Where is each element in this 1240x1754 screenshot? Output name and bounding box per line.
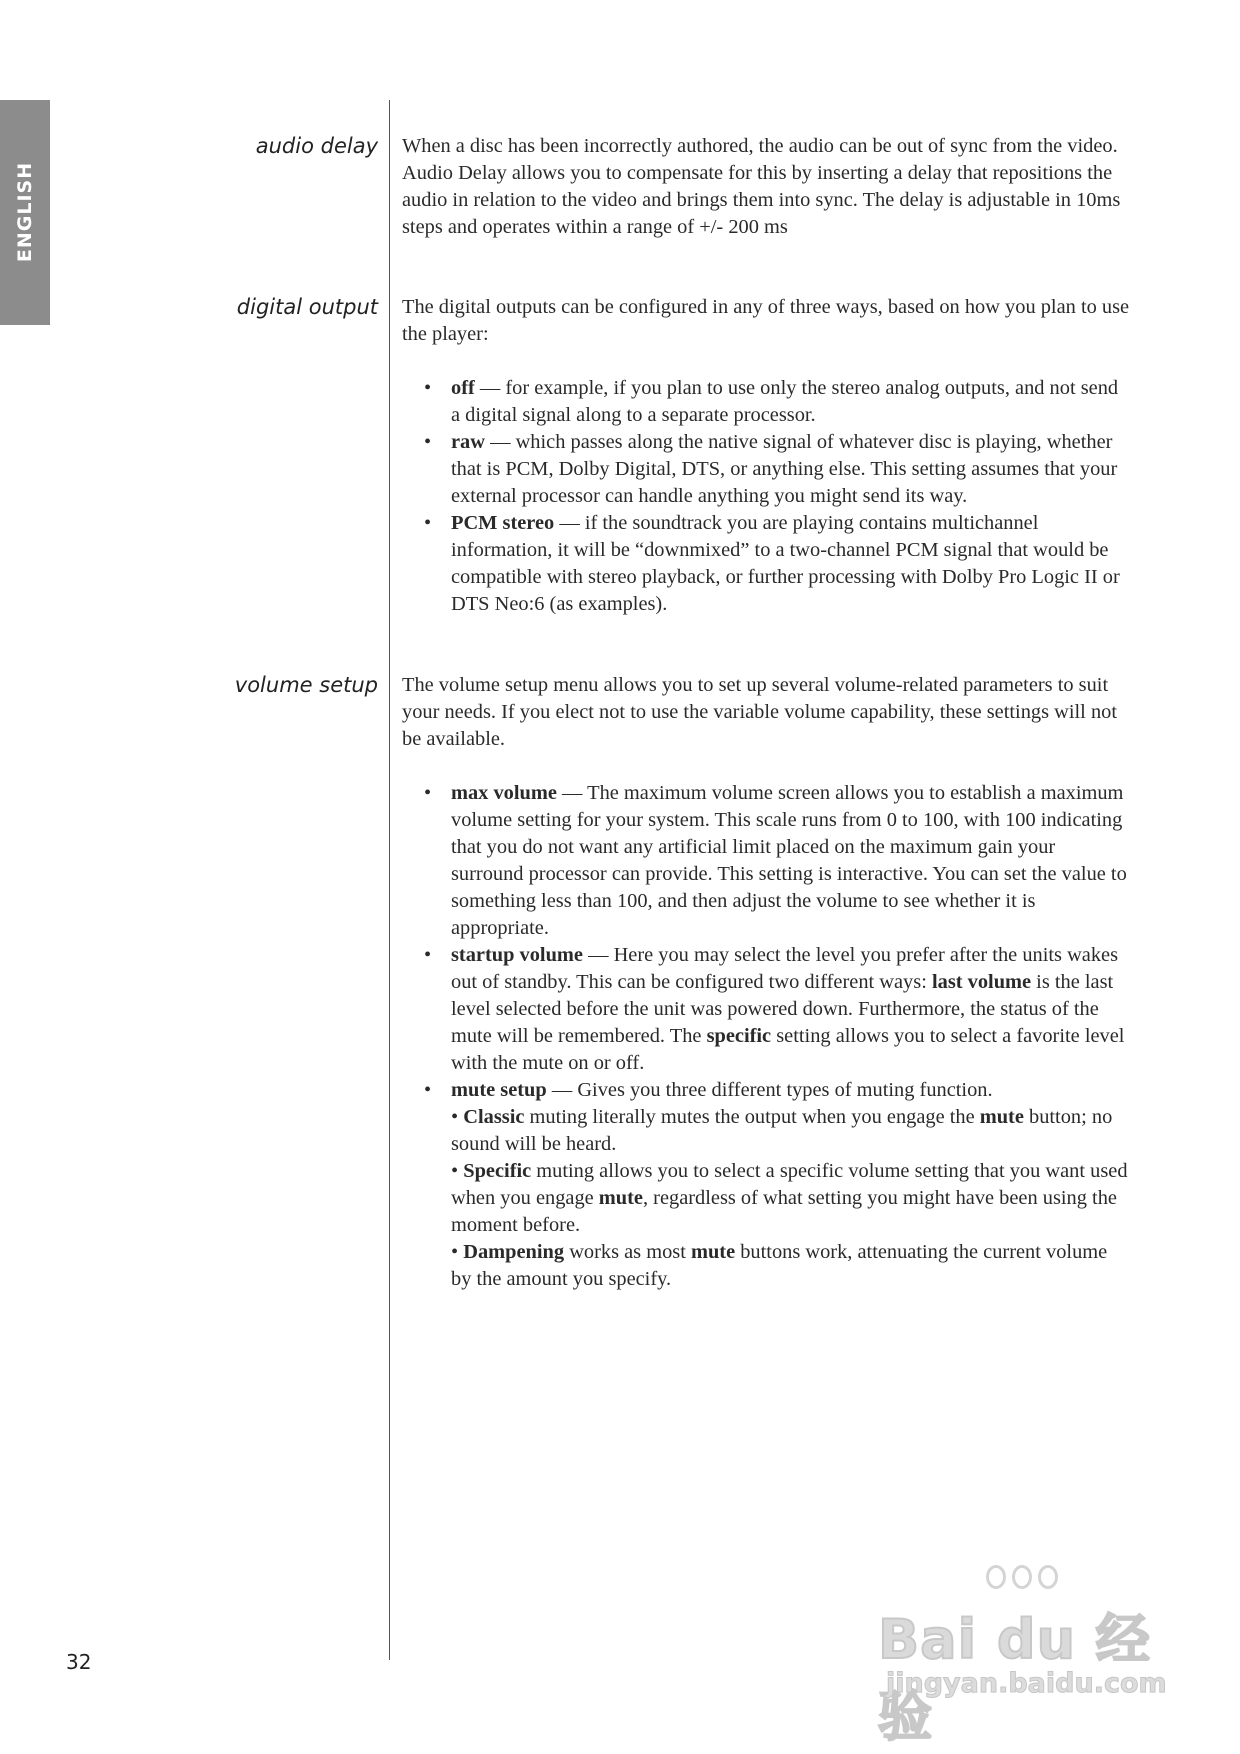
sub-bullet: • [451,1241,464,1263]
item-text: — if the soundtrack you are playing contains multichannel information, it will be “downmixed” to a two-channel PCM signal that would be compatible with stereo playback, or further processing with Dolby Pro Logic II or DTS Neo:6 (as examples). [451,512,1120,615]
item-term: mute setup [451,1079,547,1101]
item-term: specific [706,1025,772,1047]
item-text: — for example, if you plan to use only the stereo analog outputs, and not send a digital signal along to a separate processor. [451,377,1119,426]
sub-text: muting allows you to select a specific volume setting that you want used when you engage [451,1160,1128,1209]
item-text: is the last level selected before the unit was powered down. Furthermore, the status of the mute will be remembered. The [451,971,1114,1047]
watermark-logo: Bai du 经验 [878,1608,1151,1748]
paragraph: The volume setup menu allows you to set up several volume-related parameters to suit your needs. If you elect not to use the variable volume capability, these settings will not be available. [402,674,1117,750]
item-text: — The maximum volume screen allows you to establish a maximum volume setting for your system. This scale runs from 0 to 100, with 100 indicating that you do not want any artificial limit placed on the maximum gain your surround processor can provide. This setting is interactive. You can set the value to something less than 100, and then adjust the volume to see whether it is appropriate. [451,782,1127,939]
item-term: off [451,377,475,399]
section-body [402,672,1132,1293]
sub-item-specific [451,1158,1132,1239]
sub-bullet: • [451,1160,464,1182]
list-item [402,429,1132,510]
sub-text: muting literally mutes the output when you engage the [524,1106,980,1128]
section-body [402,133,1132,241]
sub-term: mute [598,1187,643,1209]
sub-item-dampening [451,1239,1132,1293]
sub-text: , regardless of what setting you might have been using the moment before. [451,1187,1117,1236]
sub-text: buttons work, attenuating the current volume by the amount you specify. [451,1241,1108,1290]
bullet-list [402,375,1132,618]
section-label: digital output [236,295,378,319]
item-term: last volume [931,971,1032,993]
sub-term: Classic [463,1106,525,1128]
watermark-site: jingyan.baidu.com [886,1668,1167,1699]
item-term: raw [451,431,485,453]
item-text: — Here you may select the level you prefer after the units wakes out of standby. This can be configured two different ways: [451,944,1119,993]
paw-icon [986,1565,1058,1589]
sub-term: mute [690,1241,736,1263]
language-tab-label: ENGLISH [14,161,36,263]
sub-bullet: • [451,1106,464,1128]
sub-term: Dampening [463,1241,565,1263]
page-number: 32 [66,1650,92,1674]
item-term: PCM stereo [451,512,555,534]
sub-text: button; no sound will be heard. [451,1106,1113,1155]
list-item-max-volume [402,780,1132,942]
section-label: volume setup [234,673,378,697]
item-term: startup volume [451,944,583,966]
section-body [402,294,1132,618]
bullet-list [402,780,1132,1293]
column-divider [389,100,390,1660]
list-item [402,375,1132,429]
paragraph: The digital outputs can be configured in any of three ways, based on how you plan to use the player: [402,296,1130,345]
paragraph: When a disc has been incorrectly authored, the audio can be out of sync from the video. Audio Delay allows you to compensate for this by inserting a delay that repositions the audio in relation to the video and brings them into sync. The delay is adjustable in 10ms steps and operates within a range of +/- 200 ms [402,135,1121,238]
sub-item-classic [451,1104,1132,1158]
list-item [402,510,1132,618]
item-text: — Gives you three different types of muting function. [546,1079,993,1101]
sub-term: Specific [463,1160,532,1182]
list-item-mute-setup [402,1077,1132,1293]
sub-term: mute [979,1106,1024,1128]
item-term: max volume [451,782,557,804]
list-item-startup-volume [402,942,1132,1077]
item-text: — which passes along the native signal of whatever disc is playing, whether that is PCM, Dolby Digital, DTS, or anything else. This setting assumes that your external processor can handle anything you might send its way. [451,431,1118,507]
item-text: setting allows you to select a favorite level with the mute on or off. [451,1025,1125,1074]
watermark [878,1565,1178,1748]
sub-text: works as most [564,1241,691,1263]
section-label: audio delay [255,134,378,158]
language-tab [0,100,50,325]
